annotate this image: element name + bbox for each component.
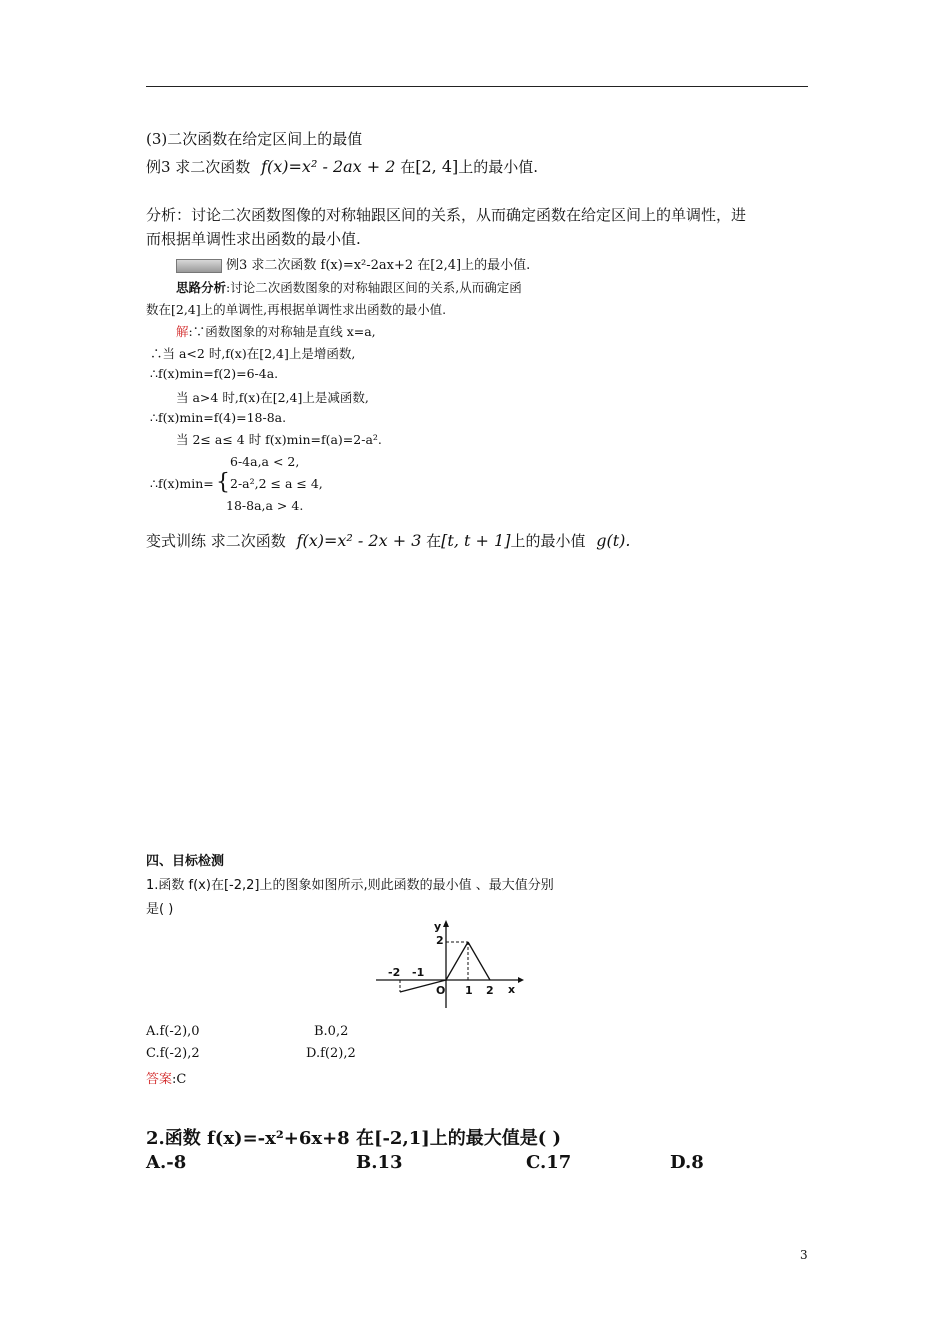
example-tag-icon <box>176 259 222 273</box>
tick-y2: 2 <box>436 934 444 947</box>
answer-value: :C <box>172 1072 187 1087</box>
scan-case-2: 2-a²,2 ≤ a ≤ 4, <box>230 476 323 491</box>
example3-function: f(x)=x² - 2ax + 2 <box>261 157 396 176</box>
tick-x-minus2: -2 <box>388 966 401 979</box>
scan-sol-line-2: ∴当 a<2 时,f(x)在[2,4]上是增函数, <box>150 346 356 361</box>
section4-title: 四、目标检测 <box>146 854 225 869</box>
example3-mid: 在 <box>400 158 416 176</box>
q1-function-graph <box>370 918 530 1013</box>
q1-line-1: 1.函数 f(x)在[-2,2]上的图象如图所示,则此函数的最小值 、最大值分别 <box>146 878 554 893</box>
header-rule <box>146 86 808 87</box>
x-axis-label: x <box>508 983 516 996</box>
q2-option-b: B.13 <box>356 1152 403 1173</box>
scan-idea-line-2: 数在[2,4]上的单调性,再根据单调性求出函数的最小值. <box>146 302 447 317</box>
q1-answer <box>146 1068 186 1087</box>
solution-label: 解 <box>176 324 189 339</box>
scan-sol-line-4: 当 a>4 时,f(x)在[2,4]上是减函数, <box>176 390 369 405</box>
idea-label: 思路分析 <box>176 280 227 295</box>
example3-interval: [2, 4] <box>415 157 459 176</box>
scan-idea-line-1 <box>176 278 522 296</box>
tick-x2: 2 <box>486 984 494 997</box>
origin-label: O <box>436 984 446 997</box>
scan-case-3: 18-8a,a > 4. <box>226 498 304 513</box>
scan-case-1: 6-4a,a < 2, <box>230 454 300 469</box>
graph-segment-rise <box>446 942 468 980</box>
variant-interval: [t, t + 1] <box>441 531 511 550</box>
answer-label: 答案 <box>146 1072 173 1087</box>
q1-option-d: D.f(2),2 <box>306 1046 356 1061</box>
scan-sol-line-5: ∴f(x)min=f(4)=18-8a. <box>150 410 287 425</box>
q1-option-b: B.0,2 <box>314 1024 349 1039</box>
section3-title: (3)二次函数在给定区间上的最值 <box>146 130 363 148</box>
scan-sol-line-3: ∴f(x)min=f(2)=6-4a. <box>150 366 279 381</box>
analysis-line-1: 分析：讨论二次函数图像的对称轴跟区间的关系，从而确定函数在给定区间上的单调性，进 <box>146 206 747 224</box>
solution-text: :∵函数图象的对称轴是直线 x=a, <box>188 324 376 339</box>
q2-line: 2.函数 f(x)=-x²+6x+8 在[-2,1]上的最大值是( ) <box>146 1128 562 1149</box>
example3-tail: 上的最小值. <box>458 158 539 176</box>
scan-sol-line-1 <box>176 322 376 340</box>
q2-option-a: A.-8 <box>146 1152 187 1173</box>
variant-gt: g(t). <box>596 531 631 550</box>
idea-text: :讨论二次函数图象的对称轴跟区间的关系,从而确定函 <box>226 280 522 295</box>
scan-title <box>176 254 530 273</box>
scan-sol-line-6: 当 2≤ a≤ 4 时 f(x)min=f(a)=2-a². <box>176 432 382 447</box>
x-axis-arrow-icon <box>518 977 524 983</box>
q1-option-a: A.f(-2),0 <box>146 1024 200 1039</box>
example3-line <box>146 156 538 177</box>
variant-function: f(x)=x² - 2x + 3 <box>296 531 422 550</box>
tick-x-minus1: -1 <box>412 966 425 979</box>
variant-label: 变式训练 求二次函数 <box>146 532 286 550</box>
scan-case-lead: ∴f(x)min= <box>150 476 214 491</box>
variant-line <box>146 530 631 551</box>
y-axis-label: y <box>434 920 442 933</box>
graph-segment-fall <box>468 942 490 980</box>
q2-option-d: D.8 <box>670 1152 704 1173</box>
q1-option-c: C.f(-2),2 <box>146 1046 200 1061</box>
tick-x1: 1 <box>465 984 473 997</box>
analysis-line-2: 而根据单调性求出函数的最小值. <box>146 230 361 248</box>
example3-label: 例3 求二次函数 <box>146 158 251 176</box>
variant-mid: 在 <box>426 532 442 550</box>
q1-line-2: 是( ) <box>146 902 174 917</box>
case-brace-icon: { <box>216 470 230 495</box>
page-number: 3 <box>800 1248 808 1262</box>
scan-title-text: 例3 求二次函数 f(x)=x²-2ax+2 在[2,4]上的最小值. <box>226 258 531 273</box>
y-axis-arrow-icon <box>443 920 449 927</box>
q2-option-c: C.17 <box>526 1152 572 1173</box>
variant-tail: 上的最小值 <box>510 532 586 550</box>
